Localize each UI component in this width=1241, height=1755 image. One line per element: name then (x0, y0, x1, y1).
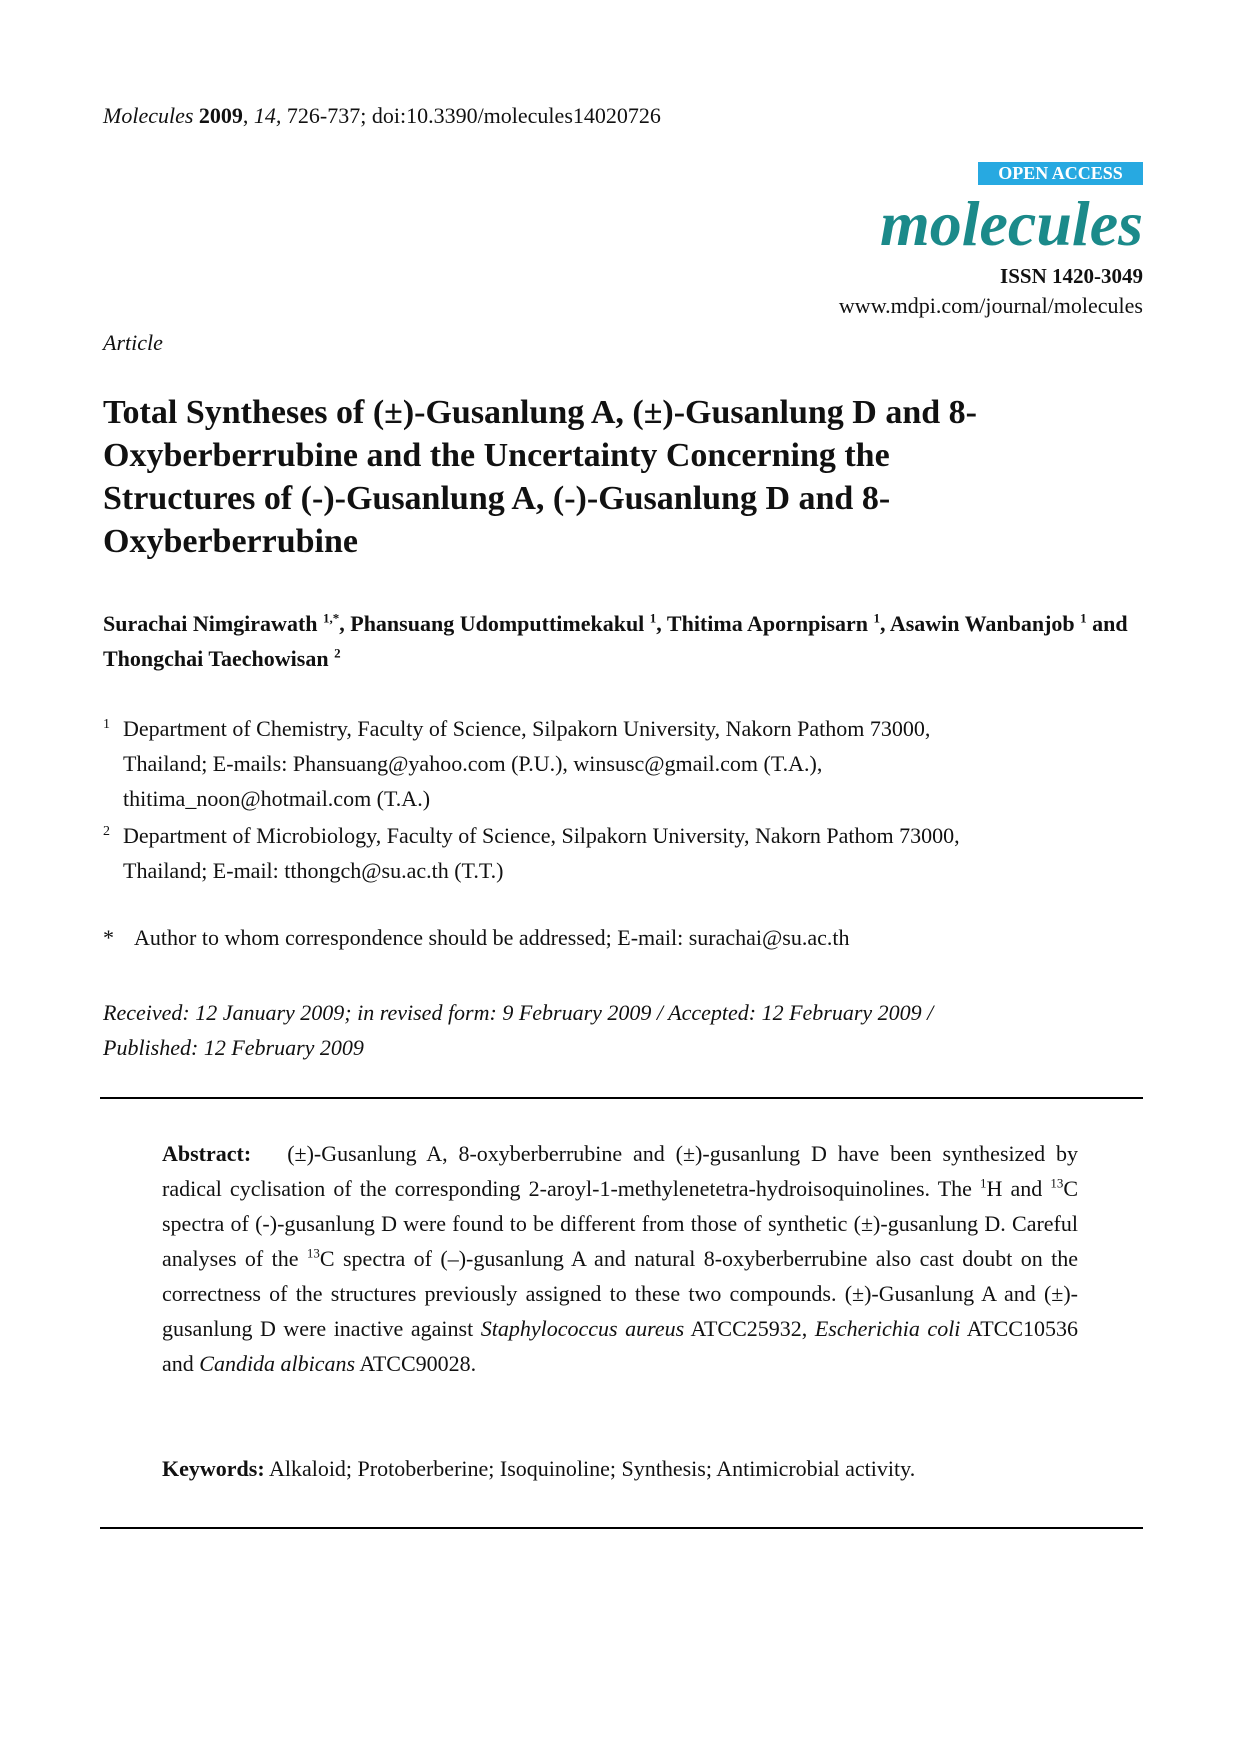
author-affil-sup: 1 (1080, 610, 1087, 626)
citation-year: 2009 (198, 103, 243, 128)
open-access-badge: OPEN ACCESS (978, 162, 1143, 185)
affiliation-1 (103, 711, 1143, 816)
organism-name: Staphylococcus aureus (480, 1316, 685, 1341)
title-line: Total Syntheses of (±)-Gusanlung A, (±)-Gusanlung D and 8- (103, 394, 977, 431)
organism-name: Escherichia coli (814, 1316, 961, 1341)
affiliation-line: thitima_noon@hotmail.com (T.A.) (123, 786, 431, 811)
title-line: Oxyberberrubine and the Uncertainty Concerning the (103, 437, 890, 474)
affiliation-line: Thailand; E-mail: tthongch@su.ac.th (T.T.) (123, 858, 504, 883)
author-list: Surachai Nimgirawath $^{1,*}$, Phansuang Udomputtimekakul $^1$, Thitima Apornpisarn $^1$, Asawin Wanbanjob $^1$ and Thongchai Taechowisan $^2$ (103, 610, 1128, 671)
author-name: Thongchai Taechowisan (103, 646, 329, 671)
publication-dates (103, 995, 1143, 1065)
author-affil-sup: 1 (649, 610, 657, 626)
journal-url[interactable]: www.mdpi.com/journal/molecules (838, 293, 1143, 318)
article-type: Article (103, 330, 163, 355)
correspondence-text: Author to whom correspondence should be addressed; E-mail: surachai@su.ac.th (134, 925, 850, 950)
abstract-label: Abstract: (162, 1141, 252, 1166)
organism-name: Candida albicans (199, 1351, 356, 1376)
correspondence-star: * (103, 925, 114, 950)
citation-volume: 14, (253, 103, 282, 128)
correspondence-note (103, 925, 850, 951)
author-name: Phansuang Udomputtimekakul (350, 611, 645, 636)
affiliation-line: Thailand; E-mails: Phansuang@yahoo.com (P.U.), winsusc@gmail.com (T.A.), (123, 751, 823, 776)
keywords-label: Keywords: (162, 1456, 265, 1481)
dates-line: Published: 12 February 2009 (103, 1035, 364, 1060)
keywords-text: Alkaloid; Protoberberine; Isoquinoline; Synthesis; Antimicrobial activity. (264, 1456, 916, 1481)
affiliation-2 (103, 818, 1143, 888)
paper-title (103, 391, 1123, 563)
keywords (162, 1456, 1078, 1482)
title-line: Structures of (-)-Gusanlung A, (-)-Gusanlung D and 8- (103, 480, 891, 517)
author-name: Surachai Nimgirawath (103, 611, 318, 636)
affiliation-line: Department of Microbiology, Faculty of Science, Silpakorn University, Nakorn Pathom 73000, (123, 823, 960, 848)
divider-top (100, 1097, 1143, 1099)
author-affil-sup: 1 (873, 610, 881, 626)
issn: ISSN 1420-3049 (1000, 264, 1143, 288)
journal-logo: molecules (879, 188, 1143, 259)
citation-journal: Molecules (103, 103, 194, 128)
affiliation-number: 1 (103, 717, 110, 732)
abstract: Abstract: (±)-Gusanlung A, 8-oxyberberrubine and (±)-gusanlung D have been synthesized by radical cyclisation of the corresponding 2-aroyl-1-methylenetetra-hydroisoquinolines. The $^1$H and $^{13}$C spectra of (-)-gusanlung D were found to be different from those of synthetic (±)-gusanlung D. Careful analyses of the $^{13}$C spectra of (–)-gusanlung A and natural 8-oxyberberrubine also cast doubt on the correctness of the structures previously assigned to these two compounds. (±)-Gusanlung A and (±)-gusanlung D were inactive against Staphylococcus aureus ATCC25932, Escherichia coli ATCC10536 and Candida albicans ATCC90028. (162, 1141, 1079, 1376)
affiliation-number: 2 (103, 824, 110, 839)
affiliation-line: Department of Chemistry, Faculty of Science, Silpakorn University, Nakorn Pathom 73000, (123, 716, 931, 741)
citation-pages-doi: 726-737; doi:10.3390/molecules14020726 (281, 103, 661, 128)
dates-line: Received: 12 January 2009; in revised form: 9 February 2009 / Accepted: 12 February 2009 / (103, 1000, 934, 1025)
journal-citation: Molecules 2009, 14, 726-737; doi:10.3390/molecules14020726 (103, 103, 661, 128)
divider-bottom (100, 1527, 1143, 1529)
author-name: Asawin Wanbanjob (889, 611, 1075, 636)
author-name: Thitima Apornpisarn (666, 611, 869, 636)
author-affil-sup: 2 (334, 645, 341, 661)
title-line: Oxyberberrubine (103, 523, 358, 560)
author-affil-sup: 1,* (323, 610, 340, 626)
